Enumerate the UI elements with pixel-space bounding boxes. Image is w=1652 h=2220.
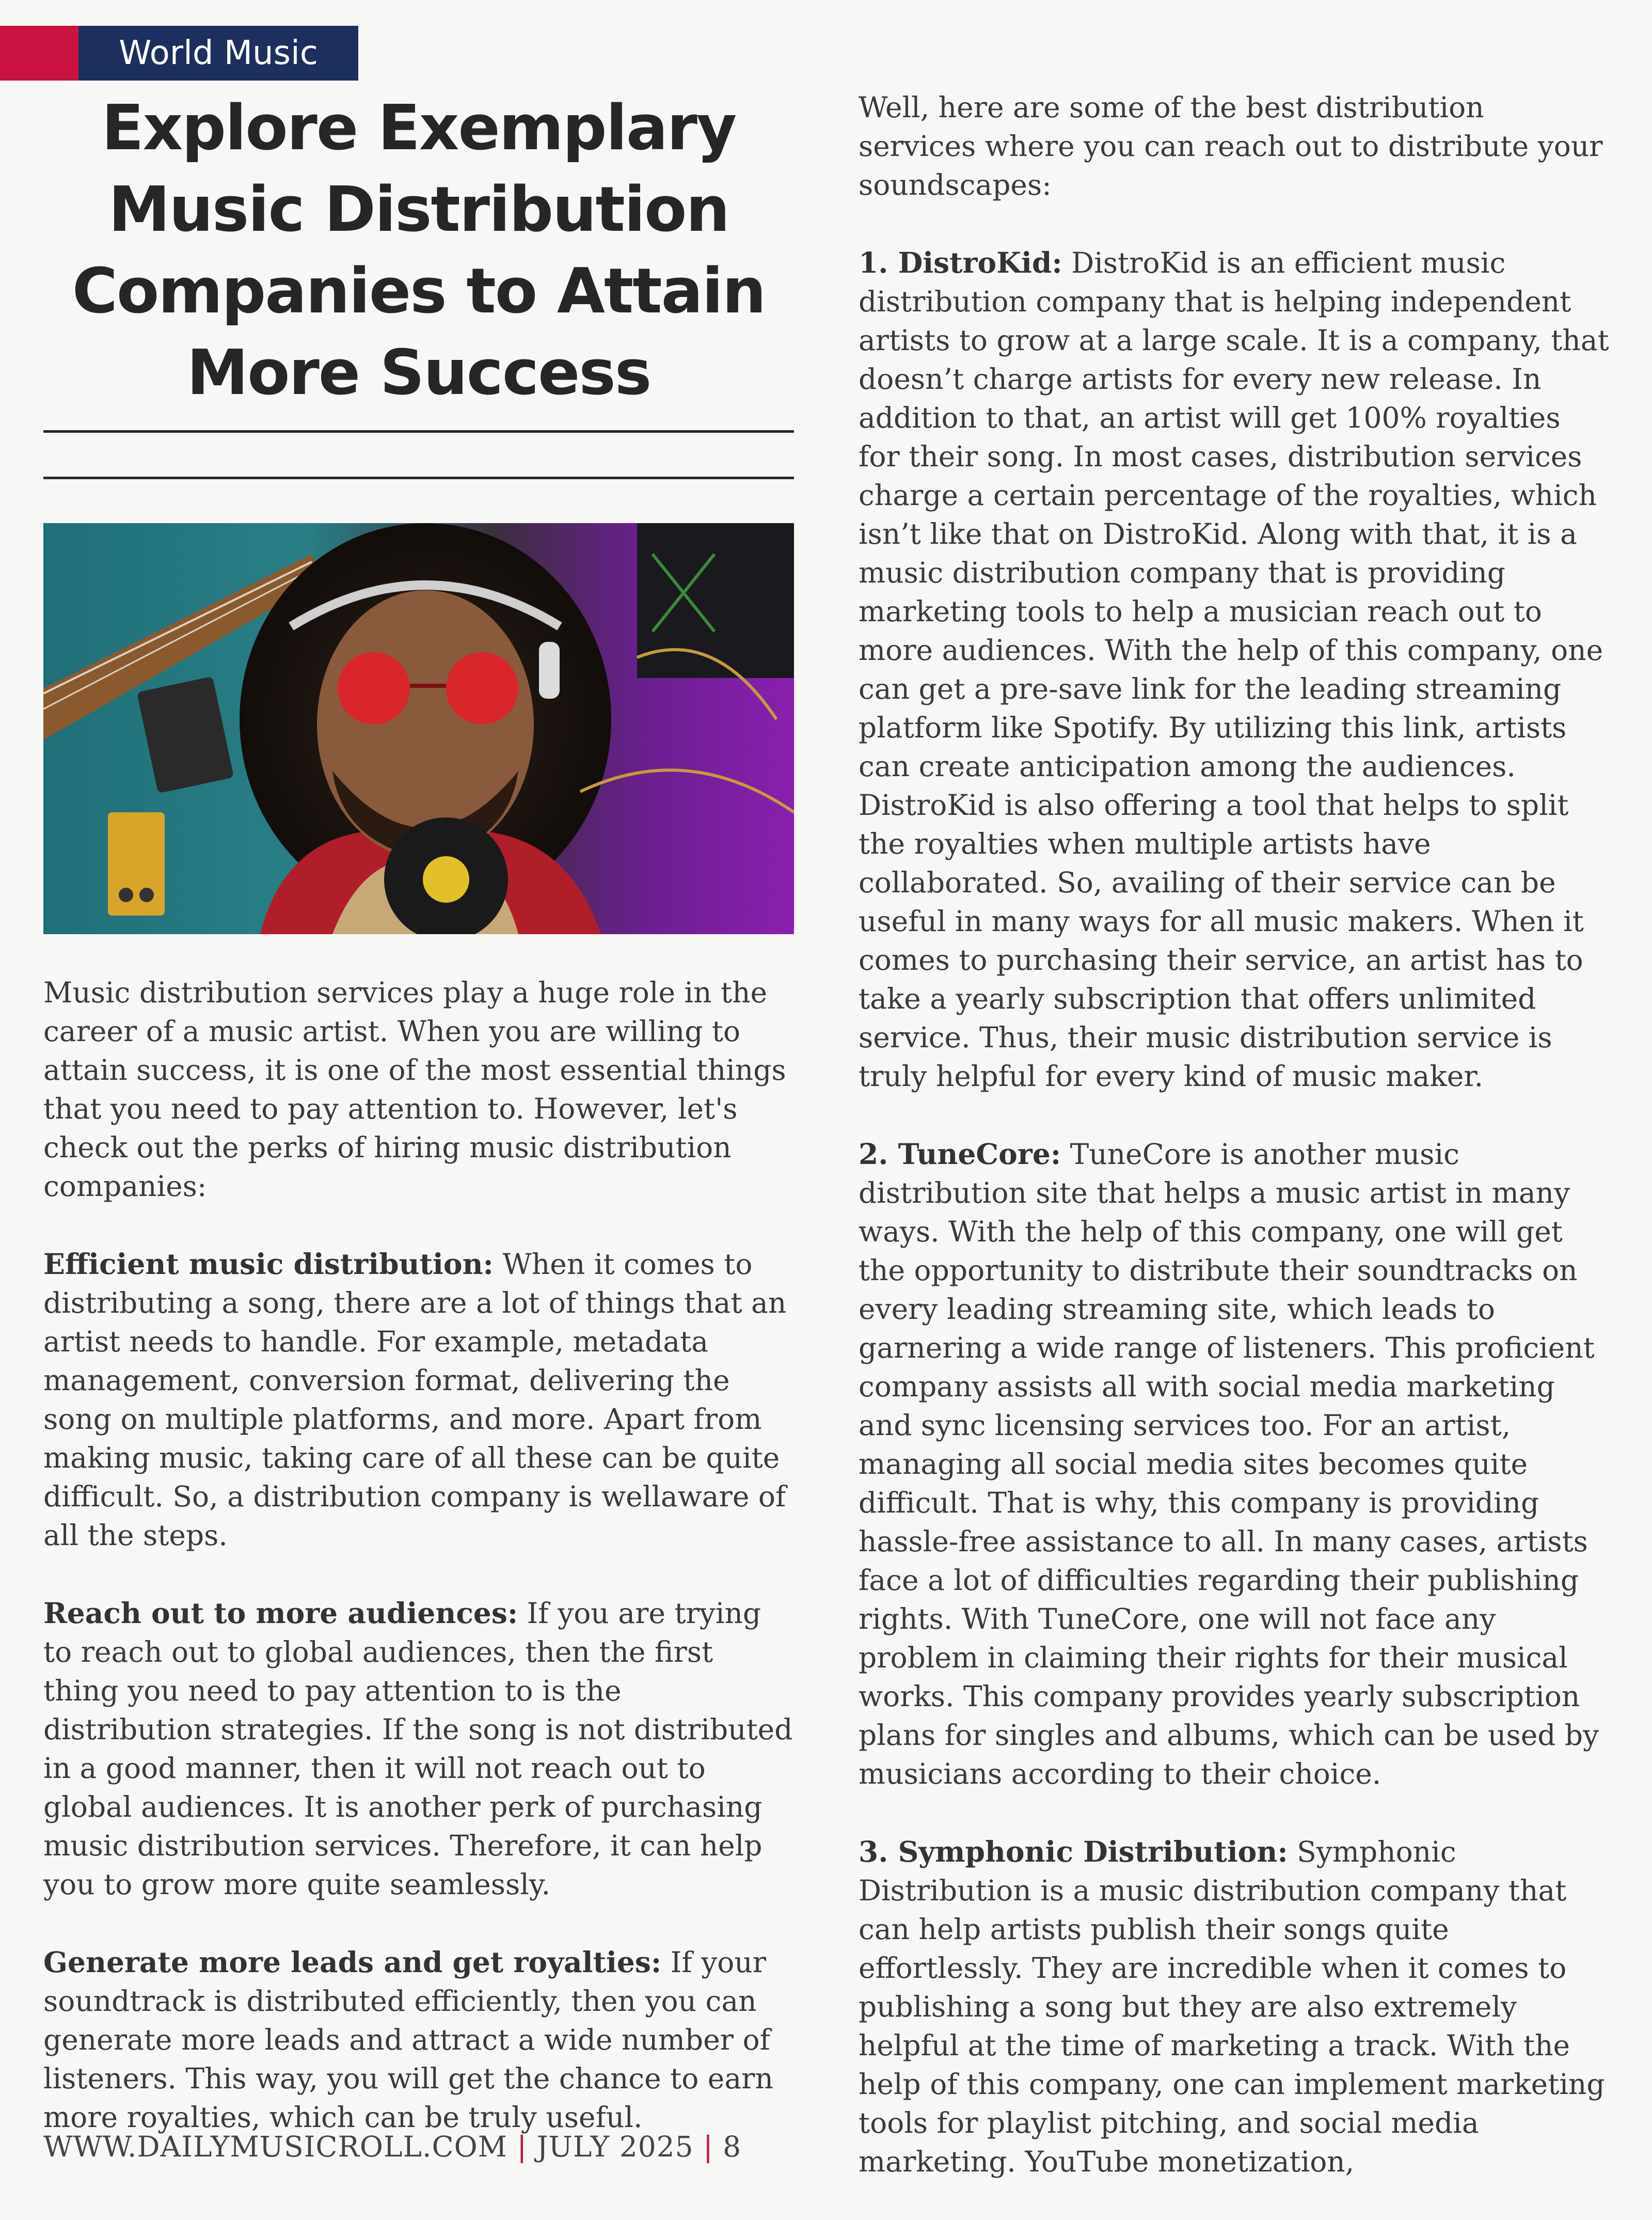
footer-issue: JULY 2025 — [536, 2130, 694, 2163]
service-text: TuneCore is another music distribution site that helps a music artist in many ways. With the help of this company, one will get the opportunity to distribute their soundtracks on every leading streaming site, which leads to garnering a wide range of listeners. This proficient company assists all with social media marketing and sync licensing services too. For an artist, managing all social media sites becomes quite difficult. That is why, this company is providing hassle-free assistance to all. In many cases, artists face a lot of difficulties regarding their publishing rights. With TuneCore, one will not face any problem in claiming their rights for their musical works. This company provides yearly subscription plans for singles and albums, which can be used by musicians according to their choice. — [859, 1138, 1599, 1790]
category-accent-bar — [0, 26, 78, 81]
footer-site: WWW.DAILYMUSICROLL.COM — [43, 2130, 507, 2163]
footer-separator: | — [517, 2130, 528, 2163]
footer-separator: | — [703, 2130, 713, 2163]
page-number: 8 — [723, 2130, 742, 2163]
intro-paragraph: Music distribution services play a huge role in the career of a music artist. When you are willing to attain success, it is one of the most essential things that you need to pay attention to. However, let's check out the perks of hiring music distribution companies: — [43, 976, 786, 1203]
right-column — [859, 88, 1609, 2220]
article-title: Explore Exemplary Music Distribution Companies to Attain More Success — [72, 92, 766, 409]
perk-text: If you are trying to reach out to global audiences, then the first thing you need to pay attention to is the distribution strategies. If the song is not distributed in a good manner, then it will not reach out to global audiences. It is another perk of purchasing music distribution services. Therefore, it can help you to grow more quite seamlessly. — [43, 1597, 793, 1901]
service-heading: 3. Symphonic Distribution: — [859, 1835, 1288, 1868]
perk-leads-royalties — [43, 1943, 794, 2137]
perk-efficient-distribution — [43, 1245, 794, 1555]
left-column — [43, 973, 794, 2176]
perk-heading: Efficient music distribution: — [43, 1247, 494, 1281]
perk-reach-audiences — [43, 1594, 794, 1904]
title-divider-bottom — [43, 477, 794, 479]
service-distrokid — [859, 243, 1609, 1096]
service-heading: 1. DistroKid: — [859, 246, 1062, 279]
perk-text: When it comes to distributing a song, there are a lot of things that an artist needs to handle. For example, metadata management, conversion format, delivering the song on multiple platforms, and more. Apart from making music, taking care of all these can be quite difficult. So, a distribution company is wellaware of all the steps. — [43, 1248, 787, 1552]
service-symphonic — [859, 1832, 1609, 2181]
service-text: DistroKid is an efficient music distribution company that is helping independent artists to grow at a large scale. It is a company, that doesn’t charge artists for every new release. In addition to that, an artist will get 100% royalties for their song. In most cases, distribution services charge a certain percentage of the royalties, which isn’t like that on DistroKid. Along with that, it is a music distribution company that is providing marketing tools to help a musician reach out to more audiences. With the help of this company, one can get a pre-save link for the leading streaming platform like Spotify. By utilizing this link, artists can create anticipation among the audiences. DistroKid is also offering a tool that helps to split the royalties when multiple artists have collaborated. So, availing of their service can be useful in many ways for all music makers. When it comes to purchasing their service, an artist has to take a yearly subscription that offers unlimited service. Thus, their music distribution service is truly helpful for every kind of music maker. — [859, 246, 1609, 1093]
services-intro-paragraph: Well, here are some of the best distribution services where you can reach out to distribute your soundscapes: — [859, 91, 1603, 201]
category-tag: World Music — [119, 34, 318, 72]
perk-heading: Generate more leads and get royalties: — [43, 1945, 662, 1979]
service-heading: 2. TuneCore: — [859, 1137, 1061, 1171]
article-photo-musician-with-headphones — [43, 523, 794, 934]
page-footer — [43, 2128, 741, 2166]
perk-heading: Reach out to more audiences: — [43, 1596, 518, 1630]
service-text: Symphonic Distribution is a music distribution company that can help artists publish their songs quite effortlessly. They are incredible when it comes to publishing a song but they are also extremely helpful at the time of marketing a track. With the help of this company, one can implement marketing tools for playlist pitching, and social media marketing. YouTube monetization, — [859, 1835, 1605, 2178]
perk-text: If your soundtrack is distributed efficiently, then you can generate more leads and attract a wide number of listeners. This way, you will get the chance to earn more royalties, which can be truly useful. — [43, 1946, 773, 2134]
title-divider-top — [43, 430, 794, 433]
service-tunecore — [859, 1135, 1609, 1793]
